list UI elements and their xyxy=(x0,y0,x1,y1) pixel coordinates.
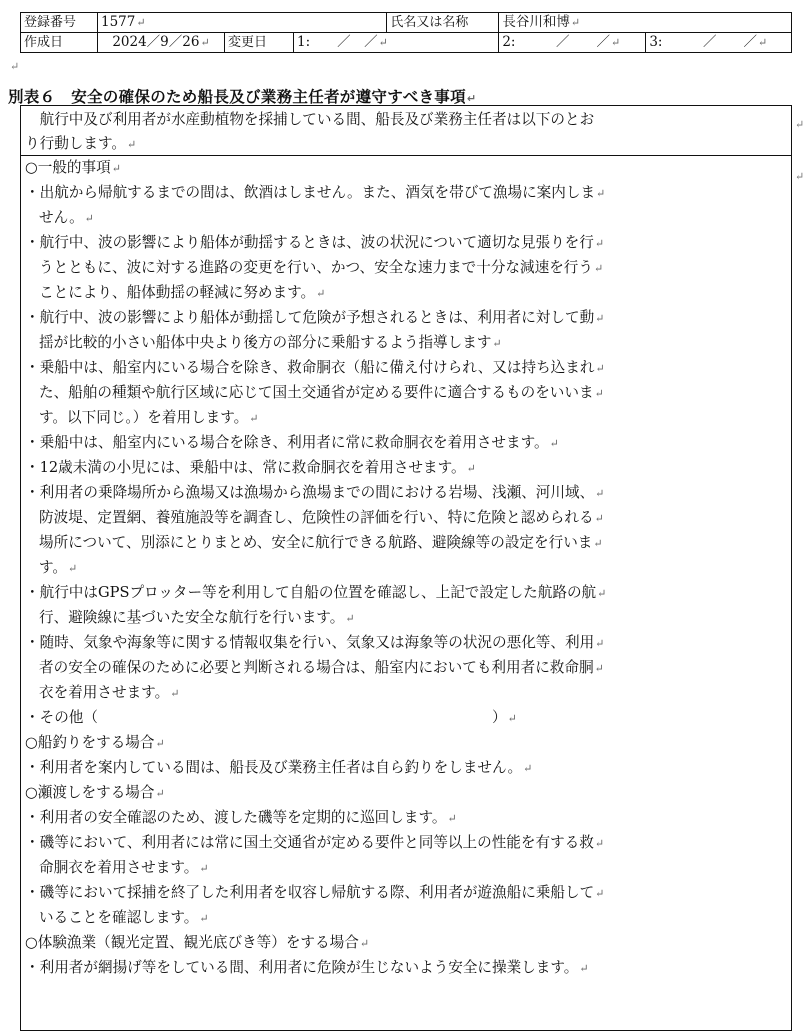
paragraph-mark: ↵ xyxy=(10,60,20,73)
created-label: 作成日 xyxy=(21,33,98,53)
rule-line: ・その他（ ）↵ xyxy=(25,709,517,726)
section-heading: ○体験漁業（観光定置、観光底びき等）をする場合↵ xyxy=(25,934,370,951)
rule-line: ・磯等において、利用者には常に国土交通省が定める要件と同等以上の性能を有する救↵ xyxy=(25,834,605,851)
rule-line: 防波堤、定置網、養殖施設等を調査し、危険性の評価を行い、特に危険と認められる↵ xyxy=(39,509,604,526)
registration-header-table xyxy=(20,12,792,53)
rule-line: 行、避険線に基づいた安全な航行を行います。↵ xyxy=(39,609,355,626)
section-title: 別表６ 安全の確保のため船長及び業務主任者が遵守すべき事項↵ xyxy=(8,88,477,106)
rule-line: 者の安全の確保のために必要と判断される場合は、船室内においても利用者に救命胴↵ xyxy=(39,659,604,676)
rule-line: ・12歳未満の小児には、乗船中は、常に救命胴衣を着用させます。↵ xyxy=(25,459,476,476)
change-date-1: 1: ／ ／↵ xyxy=(294,33,499,53)
change-date-2: 2: ／ ／↵ xyxy=(499,33,646,53)
rule-line: す。以下同じ。）を着用します。↵ xyxy=(39,409,259,426)
rule-line: ・利用者の乗降場所から漁場又は漁場から漁場までの間における岩場、浅瀬、河川域、↵ xyxy=(25,484,605,501)
name-label: 氏名又は名称 xyxy=(387,13,499,33)
changed-label: 変更日 xyxy=(225,33,294,53)
rule-line: ・磯等において採捕を終了した利用者を収容し帰航する際、利用者が遊漁船に乗船して↵ xyxy=(25,884,605,901)
rule-line: ことにより、船体動揺の軽減に努めます。↵ xyxy=(39,284,326,301)
rule-line: た、船舶の種類や航行区域に応じて国土交通省が定める要件に適合するものをいいま↵ xyxy=(39,384,604,401)
rule-line: す。↵ xyxy=(39,559,78,576)
rule-line: ・出航から帰航するまでの間は、飲酒はしません。また、酒気を帯びて漁場に案内しま↵ xyxy=(25,184,606,201)
rule-line: せん。↵ xyxy=(39,209,94,226)
rule-line: 命胴衣を着用させます。↵ xyxy=(39,859,209,876)
rule-line: ・利用者を案内している間は、船長及び業務主任者は自ら釣りをしません。↵ xyxy=(25,759,533,776)
rule-line: ・乗船中は、船室内にいる場合を除き、利用者に常に救命胴衣を着用させます。↵ xyxy=(25,434,559,451)
created-value: 2024／9／26↵ xyxy=(98,33,225,53)
rules-box xyxy=(20,156,792,1031)
section-heading: ○一般的事項↵ xyxy=(25,159,121,176)
rule-line: うとともに、波に対する進路の変更を行い、かつ、安全な速力まで十分な減速を行う↵ xyxy=(39,259,604,276)
reg-no-value: 1577↵ xyxy=(98,13,387,33)
cell-end-mark: ↵ xyxy=(795,118,805,131)
cell-end-mark: ↵ xyxy=(795,170,805,183)
section-heading: ○船釣りをする場合↵ xyxy=(25,734,165,751)
rule-line: 場所について、別添にとりまとめ、安全に航行できる航路、避険線等の設定を行いま↵ xyxy=(39,534,603,551)
rule-line: ・利用者が網揚げ等をしている間、利用者に危険が生じないよう安全に操業します。↵ xyxy=(25,959,589,976)
section-heading: ○瀬渡しをする場合↵ xyxy=(25,784,165,801)
rule-line: ・航行中はGPSプロッター等を利用して自船の位置を確認し、上記で設定した航路の航↵ xyxy=(25,584,607,601)
reg-no-label: 登録番号 xyxy=(21,13,98,33)
rule-line: 衣を着用させます。↵ xyxy=(39,684,180,701)
name-value: 長谷川和博↵ xyxy=(499,13,792,33)
rule-line: ・随時、気象や海象等に関する情報収集を行い、気象又は海象等の状況の悪化等、利用↵ xyxy=(25,634,605,651)
rule-line: 揺が比較的小さい船体中央より後方の部分に乗船するよう指導します↵ xyxy=(39,334,502,351)
rule-line: いることを確認します。↵ xyxy=(39,909,209,926)
rule-line: ・航行中、波の影響により船体が動揺するときは、波の状況について適切な見張りを行↵ xyxy=(25,234,605,251)
change-date-3: 3: ／ ／↵ xyxy=(646,33,792,53)
rule-line: ・利用者の安全確認のため、渡した磯等を定期的に巡回します。↵ xyxy=(25,809,457,826)
intro-box xyxy=(20,105,792,156)
intro-line: り行動します。↵ xyxy=(25,135,137,152)
intro-line: 航行中及び利用者が水産動植物を採捕している間、船長及び業務主任者は以下のとお xyxy=(25,111,595,128)
rule-line: ・航行中、波の影響により船体が動揺して危険が予想されるときは、利用者に対して動↵ xyxy=(25,309,605,326)
rule-line: ・乗船中は、船室内にいる場合を除き、救命胴衣（船に備え付けられ、又は持ち込まれ↵ xyxy=(25,359,605,376)
